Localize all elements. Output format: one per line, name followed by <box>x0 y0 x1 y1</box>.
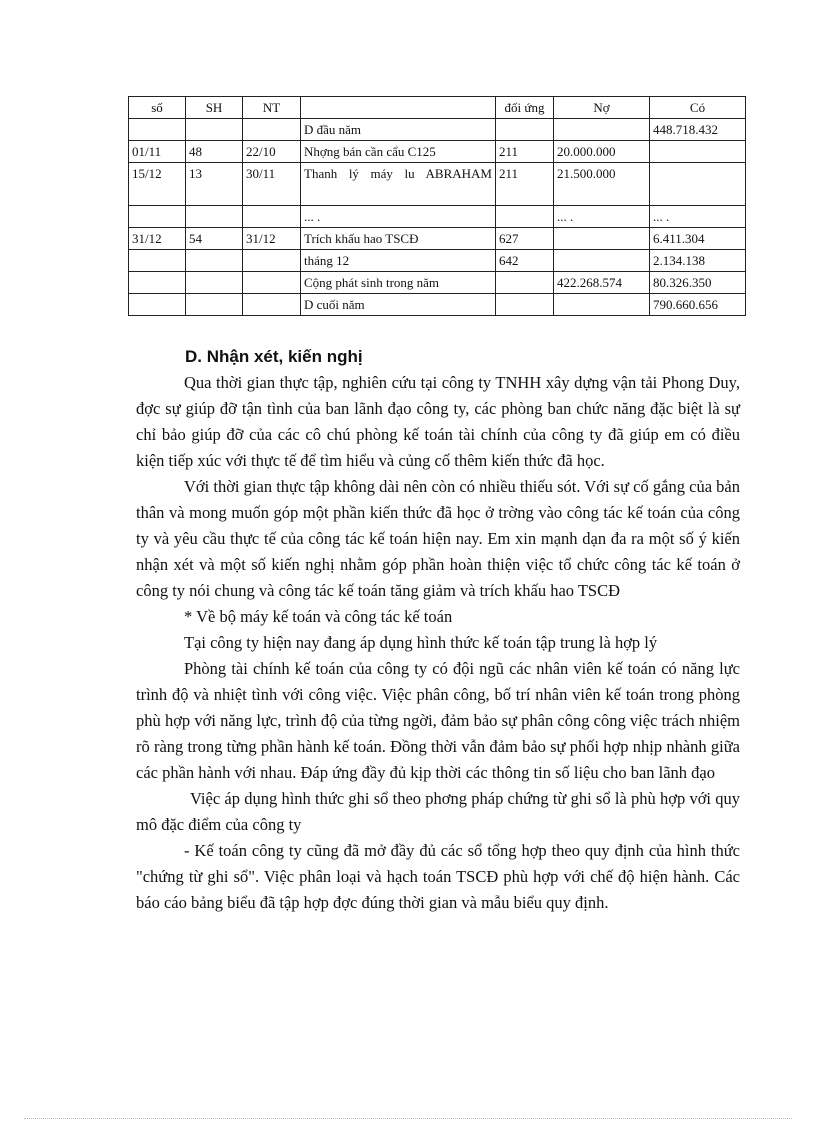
cell-debit: ... . <box>554 206 650 228</box>
paragraph-subheading: * Về bộ máy kế toán và công tác kế toán <box>184 607 453 626</box>
ledger-table <box>128 96 746 316</box>
cell-date: 01/11 <box>129 141 186 163</box>
cell-date <box>129 250 186 272</box>
cell-sh <box>186 272 243 294</box>
table-row <box>129 141 746 163</box>
table-row <box>129 294 746 316</box>
cell-debit: 422.268.574 <box>554 272 650 294</box>
cell-credit <box>650 141 746 163</box>
cell-date <box>129 206 186 228</box>
cell-nt <box>243 294 301 316</box>
cell-account <box>496 206 554 228</box>
cell-description: D cuối năm <box>301 294 496 316</box>
table-row <box>129 228 746 250</box>
cell-credit: 80.326.350 <box>650 272 746 294</box>
cell-nt <box>243 250 301 272</box>
cell-credit: 448.718.432 <box>650 119 746 141</box>
cell-nt <box>243 272 301 294</box>
cell-debit <box>554 228 650 250</box>
cell-credit: 2.134.138 <box>650 250 746 272</box>
cell-sh <box>186 119 243 141</box>
table-header-row <box>129 97 746 119</box>
cell-nt: 31/12 <box>243 228 301 250</box>
cell-account: 642 <box>496 250 554 272</box>
table-row <box>129 163 746 206</box>
cell-date <box>129 119 186 141</box>
cell-description: Thanh lý máy lu ABRAHAM <box>301 163 496 206</box>
cell-account: 627 <box>496 228 554 250</box>
cell-account: 211 <box>496 141 554 163</box>
paragraph-ledgers: - Kế toán công ty cũng đã mở đầy đủ các sổ tổng hợp theo quy định của hình thức "chứng từ ghi sổ". Việc phân loại và hạch toán TSCĐ phù hợp với chế độ hiện hành. Các báo cáo bảng biểu đã tập hợp đợc đúng thời gian và mẫu biểu quy định. <box>136 841 740 912</box>
header-so: số <box>129 97 186 119</box>
table-row <box>129 119 746 141</box>
table-row <box>129 250 746 272</box>
cell-account <box>496 119 554 141</box>
paragraph-internship: Với thời gian thực tập không dài nên còn có nhiều thiếu sót. Với sự cố gắng của bản thân và mong muốn góp một phần kiến thức đã học ở trờng vào công tác kế toán của công ty và yêu cầu thực tế của công tác kế toán hiện nay. Em xin mạnh dạn đa ra một số ý kiến nhận xét và một số kiến nghị nhằm góp phần hoàn thiện việc tổ chức công tác kế toán ở công ty nói chung và công tác kế toán tăng giảm và trích khấu hao TSCĐ <box>136 477 740 600</box>
cell-debit <box>554 119 650 141</box>
cell-sh <box>186 206 243 228</box>
cell-nt <box>243 206 301 228</box>
header-doi-ung: đối ứng <box>496 97 554 119</box>
paragraph-intro: Qua thời gian thực tập, nghiên cứu tại công ty TNHH xây dựng vận tải Phong Duy, đợc sự giúp đỡ tận tình của ban lãnh đạo công ty, các phòng ban chức năng đặc biệt là sự chỉ bảo giúp đỡ của các cô chú phòng kế toán tài chính của công ty đã giúp em có điều kiện tiếp xúc với thực tế để tìm hiểu và củng cố thêm kiến thức đã học. <box>136 373 740 470</box>
header-nt: NT <box>243 97 301 119</box>
cell-debit: 20.000.000 <box>554 141 650 163</box>
cell-date <box>129 294 186 316</box>
cell-description: D đầu năm <box>301 119 496 141</box>
paragraph-bookkeeping: Việc áp dụng hình thức ghi sổ theo phơng pháp chứng từ ghi sổ là phù hợp với quy mô đặc điểm của công ty <box>136 789 740 834</box>
cell-sh <box>186 250 243 272</box>
paragraph-centralized: Tại công ty hiện nay đang áp dụng hình thức kế toán tập trung là hợp lý <box>184 633 658 652</box>
header-description <box>301 97 496 119</box>
table-row <box>129 272 746 294</box>
cell-description: ... . <box>301 206 496 228</box>
cell-credit <box>650 163 746 206</box>
table-row <box>129 206 746 228</box>
header-no: Nợ <box>554 97 650 119</box>
cell-account: 211 <box>496 163 554 206</box>
cell-sh <box>186 294 243 316</box>
cell-debit <box>554 294 650 316</box>
section-body <box>136 370 740 916</box>
cell-account <box>496 272 554 294</box>
header-co: Có <box>650 97 746 119</box>
section-heading: D. Nhận xét, kiến nghị <box>185 347 363 366</box>
cell-date <box>129 272 186 294</box>
cell-debit: 21.500.000 <box>554 163 650 206</box>
cell-sh: 13 <box>186 163 243 206</box>
cell-date: 15/12 <box>129 163 186 206</box>
cell-sh: 54 <box>186 228 243 250</box>
header-sh: SH <box>186 97 243 119</box>
cell-description: Nhợng bán cần cẩu C125 <box>301 141 496 163</box>
cell-credit: 6.411.304 <box>650 228 746 250</box>
cell-credit: ... . <box>650 206 746 228</box>
cell-description: tháng 12 <box>301 250 496 272</box>
page-bottom-divider <box>24 1118 792 1119</box>
cell-date: 31/12 <box>129 228 186 250</box>
paragraph-staff: Phòng tài chính kế toán của công ty có đội ngũ các nhân viên kế toán có năng lực trình độ và nhiệt tình với công việc. Việc phân công, bố trí nhân viên kế toán trong phòng phù hợp với năng lực, trình độ của từng ngời, đảm bảo sự phân công công việc trách nhiệm rõ ràng trong từng phần hành kế toán. Đồng thời vẫn đảm bảo sự phối hợp nhịp nhành giữa các phần hành với nhau. Đáp ứng đầy đủ kịp thời các thông tin số liệu cho ban lãnh đạo <box>136 659 740 782</box>
cell-debit <box>554 250 650 272</box>
cell-nt: 22/10 <box>243 141 301 163</box>
cell-sh: 48 <box>186 141 243 163</box>
cell-nt <box>243 119 301 141</box>
cell-credit: 790.660.656 <box>650 294 746 316</box>
cell-nt: 30/11 <box>243 163 301 206</box>
cell-description: Cộng phát sinh trong năm <box>301 272 496 294</box>
cell-account <box>496 294 554 316</box>
cell-description: Trích khấu hao TSCĐ <box>301 228 496 250</box>
